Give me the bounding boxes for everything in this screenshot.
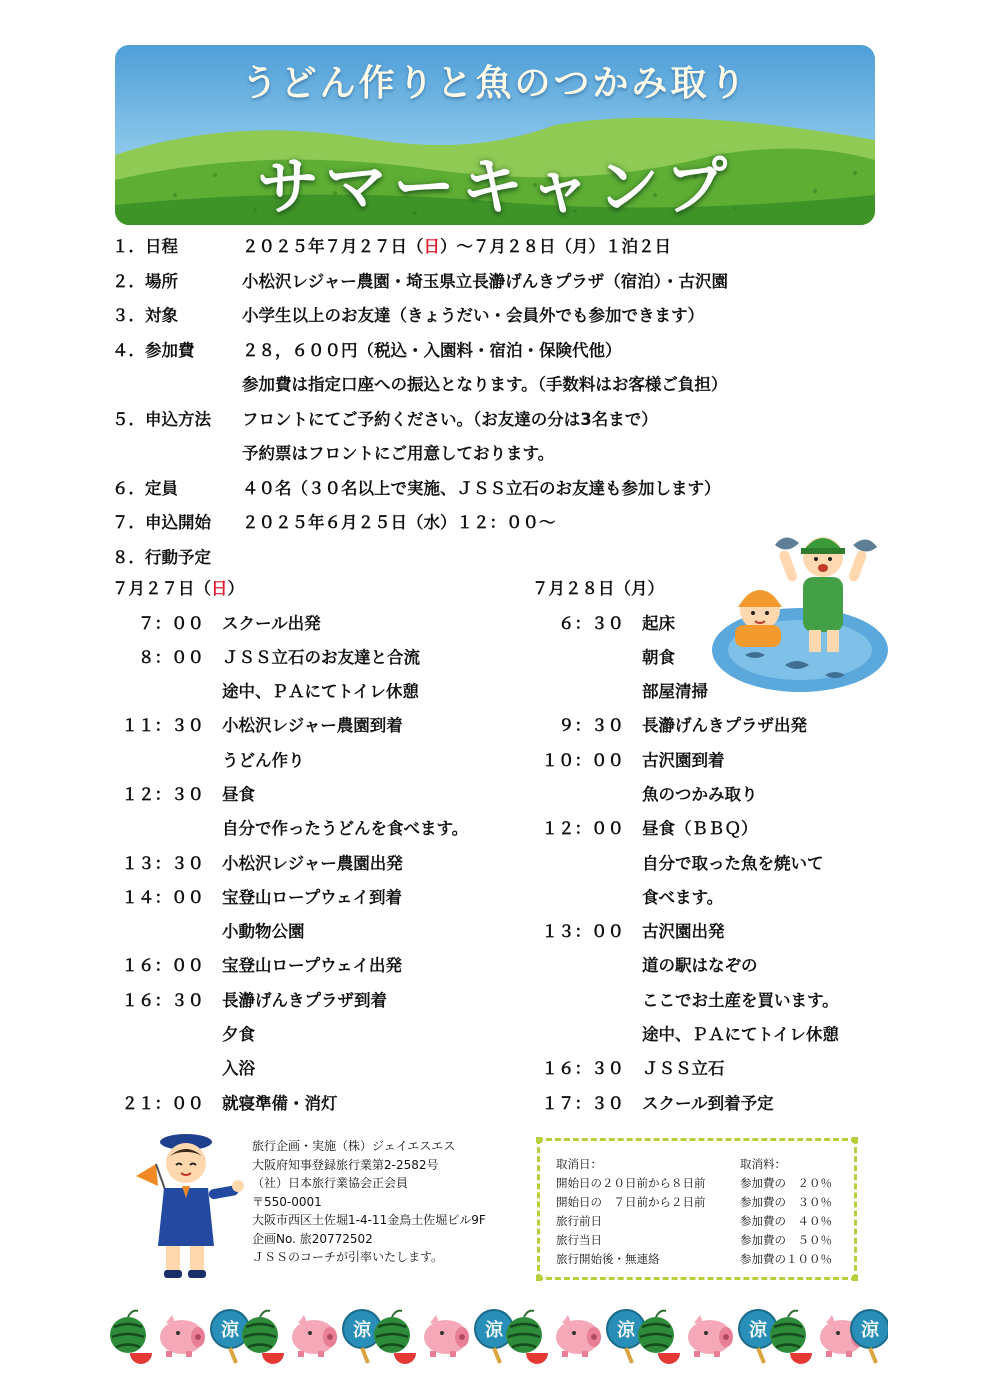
schedule-day1 bbox=[112, 574, 532, 1123]
company-line: 大阪府知事登録旅行業第2-2582号 bbox=[252, 1157, 439, 1172]
schedule-item bbox=[112, 1020, 532, 1054]
info-row-date bbox=[112, 232, 872, 267]
item-activity: 古沢園出発 bbox=[642, 922, 725, 942]
company-line: 〒550-0001 bbox=[252, 1194, 322, 1209]
fan-badge-text: 涼 bbox=[485, 1320, 503, 1341]
company-line: 旅行企画・実施（株）ジェイエスエス bbox=[252, 1139, 456, 1153]
date-part: ）～７月２８日（月）１泊２日 bbox=[440, 237, 671, 256]
item-activity: ＪＳＳ立石のお友達と合流 bbox=[222, 647, 420, 667]
schedule-item bbox=[532, 711, 892, 745]
schedule-item bbox=[112, 711, 532, 745]
day1-paren: ） bbox=[227, 579, 244, 598]
item-time: １０：００ bbox=[541, 750, 624, 770]
summer-decor-border bbox=[108, 1305, 888, 1365]
item-activity: 魚のつかみ取り bbox=[642, 784, 758, 804]
schedule-item bbox=[532, 746, 892, 780]
item-activity: スクール出発 bbox=[222, 613, 321, 633]
fan-badge-text: 涼 bbox=[749, 1320, 767, 1341]
company-line: ＪＳＳのコーチが引率いたします。 bbox=[252, 1250, 444, 1264]
item-activity: 小動物公園 bbox=[222, 922, 305, 942]
item-activity: ＪＳＳ立石 bbox=[642, 1059, 725, 1079]
day2-heading: ７月２８日（月） bbox=[532, 579, 664, 598]
item-time: １６：００ bbox=[121, 956, 204, 976]
item-time: ８：００ bbox=[138, 647, 204, 667]
schedule-item bbox=[112, 780, 532, 814]
schedule-item bbox=[532, 814, 892, 848]
item-activity: 自分で作ったうどんを食べます。 bbox=[222, 819, 469, 839]
cancel-when: 旅行当日 bbox=[556, 1233, 602, 1247]
info-label: ８．行動予定 bbox=[112, 547, 211, 567]
item-activity: 朝食 bbox=[642, 647, 675, 667]
schedule-item bbox=[112, 1089, 532, 1123]
item-activity: うどん作り bbox=[222, 750, 305, 770]
schedule-item bbox=[532, 1054, 892, 1088]
cancel-when: 旅行開始後・無連絡 bbox=[556, 1252, 660, 1266]
info-value: ２０２５年６月２５日（水）１２：００～ bbox=[242, 513, 556, 532]
item-activity: 食べます。 bbox=[642, 887, 724, 907]
item-time: １１：３０ bbox=[121, 716, 204, 736]
info-value: 小松沢レジャー農園・埼玉県立長瀞げんきプラザ（宿泊）・古沢園 bbox=[242, 271, 729, 291]
cancel-heading-date: 取消日： bbox=[556, 1157, 602, 1171]
item-time: １３：３０ bbox=[121, 853, 204, 873]
banner-title: サマーキャンプ bbox=[256, 150, 733, 223]
company-info bbox=[252, 1137, 486, 1267]
info-row-fee-note bbox=[112, 370, 872, 405]
day1-heading bbox=[112, 574, 532, 609]
item-activity: ここでお土産を買います。 bbox=[642, 990, 839, 1010]
info-value: ４０名（３０名以上で実施、ＪＳＳ立石のお友達も参加します） bbox=[242, 478, 721, 498]
schedule-item bbox=[112, 986, 532, 1020]
info-value: 予約票はフロントにご用意しております。 bbox=[242, 444, 555, 463]
item-activity: スクール到着予定 bbox=[642, 1093, 774, 1113]
info-label: ３．対象 bbox=[112, 306, 178, 325]
item-activity: 長瀞げんきプラザ到着 bbox=[222, 990, 387, 1010]
info-row-fee bbox=[112, 336, 872, 371]
info-row-target bbox=[112, 301, 872, 336]
info-value: フロントにてご予約ください。（お友達の分は3名まで） bbox=[242, 409, 658, 429]
banner-subtitle: うどん作りと魚のつかみ取り bbox=[241, 63, 749, 104]
fan-badge-text: 涼 bbox=[353, 1320, 371, 1341]
schedule-item bbox=[112, 643, 532, 677]
info-value: 小学生以上のお友達（きょうだい・会員外でも参加できます） bbox=[242, 306, 704, 325]
info-value: ２８，６００円（税込・入園料・宿泊・保険代他） bbox=[242, 340, 622, 360]
item-activity: 途中、ＰＡにてトイレ休憩 bbox=[222, 682, 419, 702]
day1-date: ７月２７日（ bbox=[112, 579, 211, 598]
weekday-sunday: 日 bbox=[211, 579, 228, 598]
item-time: １２：００ bbox=[541, 819, 624, 839]
item-activity: 就寝準備・消灯 bbox=[222, 1093, 338, 1113]
cancel-heading-fee: 取消料： bbox=[740, 1157, 786, 1171]
tour-guide-illustration bbox=[128, 1128, 246, 1280]
item-activity: 長瀞げんきプラザ出発 bbox=[642, 716, 807, 736]
company-line: 企画No. 旅20772502 bbox=[252, 1231, 373, 1246]
item-activity: 小松沢レジャー農園出発 bbox=[222, 853, 403, 873]
fan-badge-text: 涼 bbox=[861, 1320, 879, 1341]
schedule-item bbox=[532, 780, 892, 814]
item-activity: 部屋清掃 bbox=[642, 682, 708, 702]
info-label: １．日程 bbox=[112, 237, 178, 256]
schedule-item bbox=[112, 609, 532, 643]
info-row-place bbox=[112, 267, 872, 302]
schedule-item bbox=[112, 951, 532, 985]
item-activity: 道の駅はなぞの bbox=[642, 956, 758, 976]
item-activity: 小松沢レジャー農園到着 bbox=[222, 716, 403, 736]
schedule-item bbox=[112, 746, 532, 780]
cancel-fee: 参加費の ５０％ bbox=[740, 1233, 832, 1247]
cancel-when: 開始日の ７日前から２日前 bbox=[556, 1195, 706, 1209]
date-part: ２０２５年７月２７日（ bbox=[242, 237, 424, 256]
schedule-item bbox=[532, 1089, 892, 1123]
item-time: ６：３０ bbox=[558, 613, 624, 633]
item-activity: 入浴 bbox=[222, 1059, 255, 1079]
schedule-item bbox=[532, 917, 892, 951]
item-activity: 起床 bbox=[642, 613, 675, 633]
item-time: １２：３０ bbox=[121, 784, 204, 804]
info-row-apply bbox=[112, 405, 872, 440]
info-row-capacity bbox=[112, 474, 872, 509]
cancel-when: 旅行前日 bbox=[556, 1214, 602, 1228]
schedule-item bbox=[112, 883, 532, 917]
schedule-item bbox=[532, 849, 892, 883]
info-label: ５．申込方法 bbox=[112, 409, 211, 429]
info-label: ６．定員 bbox=[112, 478, 178, 498]
company-line: （社）日本旅行業協会正会員 bbox=[252, 1176, 409, 1190]
schedule-item bbox=[112, 917, 532, 951]
info-value bbox=[242, 232, 671, 262]
item-activity: 夕食 bbox=[222, 1025, 255, 1045]
item-activity: 宝登山ロープウェイ到着 bbox=[222, 887, 403, 907]
item-time: １６：３０ bbox=[121, 990, 204, 1010]
item-time: ２１：００ bbox=[121, 1093, 204, 1113]
schedule-item bbox=[112, 677, 532, 711]
fan-badge-text: 涼 bbox=[221, 1320, 239, 1341]
schedule-item bbox=[532, 883, 892, 917]
info-value: 参加費は指定口座への振込となります。（手数料はお客様ご負担） bbox=[242, 375, 728, 394]
item-activity: 宝登山ロープウェイ出発 bbox=[222, 956, 403, 976]
info-label: ７．申込開始 bbox=[112, 513, 211, 532]
item-time: １６：３０ bbox=[541, 1059, 624, 1079]
weekday-sunday: 日 bbox=[423, 237, 440, 256]
kids-fishing-illustration bbox=[705, 515, 895, 695]
info-row-apply-note bbox=[112, 439, 872, 474]
header-banner bbox=[115, 45, 875, 225]
info-label: ２．場所 bbox=[112, 271, 178, 291]
item-time: １７：３０ bbox=[541, 1093, 624, 1113]
company-line: 大阪市西区土佐堀1-4-11金鳥土佐堀ビル9F bbox=[252, 1213, 486, 1227]
cancel-fee: 参加費の ３０％ bbox=[740, 1195, 832, 1209]
schedule-item bbox=[532, 1020, 892, 1054]
cancel-fee: 参加費の ４０％ bbox=[740, 1214, 832, 1228]
item-activity: 昼食（ＢＢＱ） bbox=[642, 819, 758, 839]
schedule-item bbox=[532, 986, 892, 1020]
item-activity: 自分で取った魚を焼いて bbox=[642, 853, 824, 873]
info-label: ４．参加費 bbox=[112, 340, 195, 360]
item-time: １４：００ bbox=[121, 887, 204, 907]
cancel-when: 開始日の２０日前から８日前 bbox=[556, 1176, 706, 1190]
schedule-item bbox=[532, 951, 892, 985]
cancellation-policy-box bbox=[537, 1138, 857, 1280]
item-time: ７：００ bbox=[138, 613, 204, 633]
schedule-item bbox=[112, 814, 532, 848]
item-time: ９：３０ bbox=[558, 716, 624, 736]
item-activity: 昼食 bbox=[222, 784, 255, 804]
schedule-item bbox=[112, 849, 532, 883]
fan-badge-text: 涼 bbox=[617, 1320, 635, 1341]
item-activity: 途中、ＰＡにてトイレ休憩 bbox=[642, 1025, 839, 1045]
item-time: １３：００ bbox=[541, 922, 624, 942]
cancel-fee: 参加費の ２０％ bbox=[740, 1176, 832, 1190]
item-activity: 古沢園到着 bbox=[642, 750, 725, 770]
schedule-item bbox=[112, 1054, 532, 1088]
cancel-fee: 参加費の１００％ bbox=[740, 1252, 832, 1266]
